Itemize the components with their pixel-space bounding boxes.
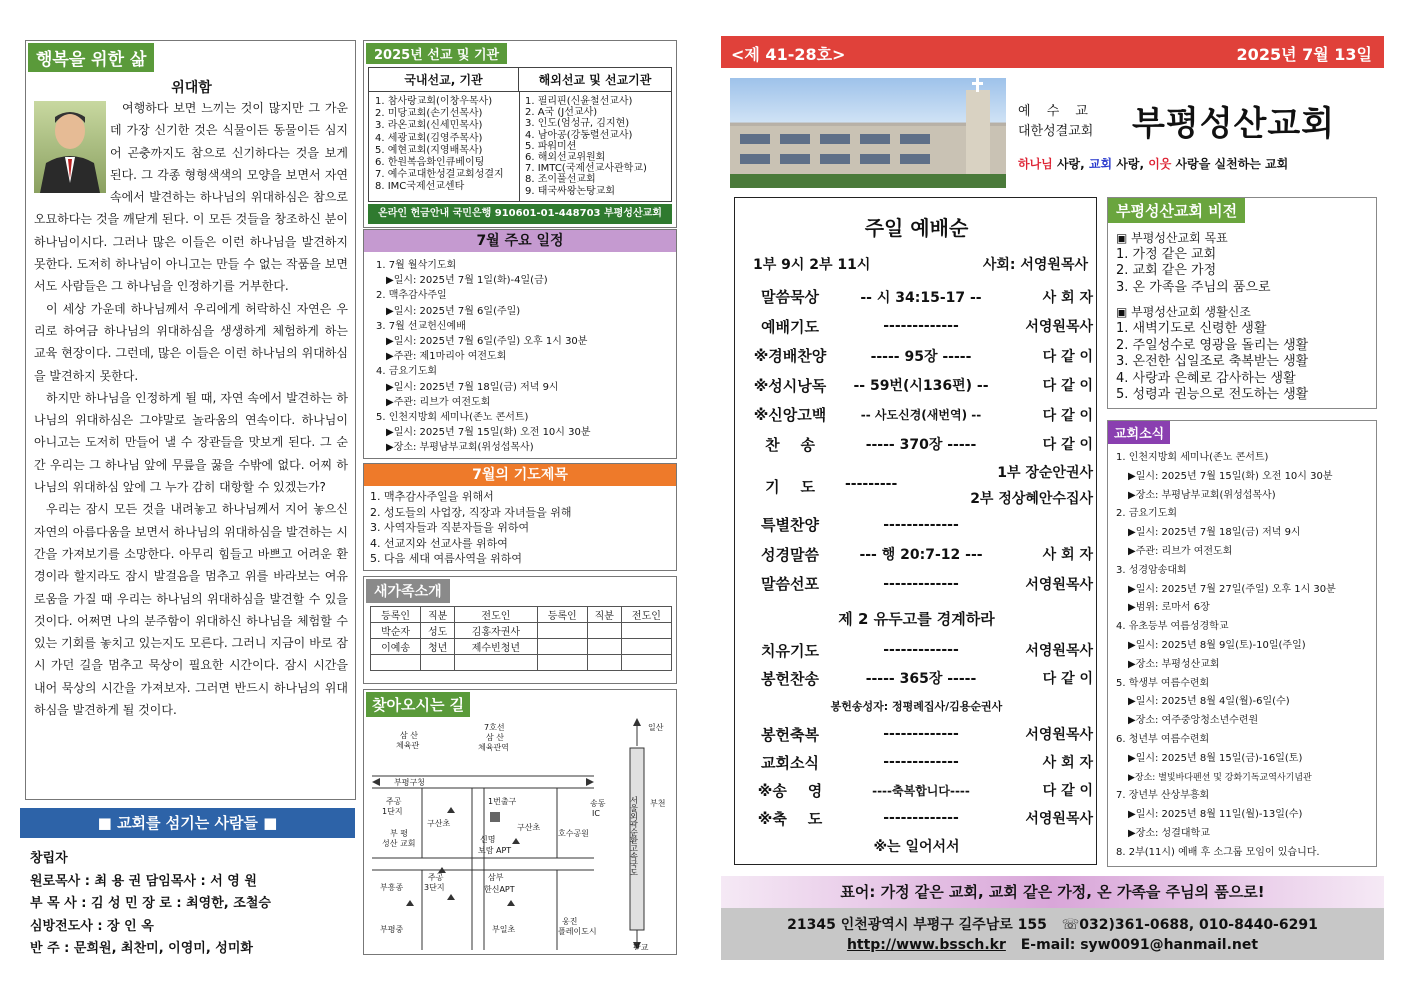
order-row	[749, 636, 1093, 664]
map-label: 부흥종	[380, 883, 404, 892]
life-paragraph: 우리는 잠시 모든 것을 내려놓고 하나님께서 지어 놓으신 자연의 아름다움을 보면서 하나님의 위대하심을 발견하는 시간을 가져보기를 소망한다. 아무리 힘들고 바쁘고 어려운 환경이라 할지라도 잠시 발걸음을 멈추고 위를 바라보는 여유로움을 가질 때 우리는 하나님의 위대하심을 발견할 수 있을 것이다. 어쩌면 나의 분주함이 위대하신 하나님을 체험할 수 있는 기회를 놓치고 있는지도 모른다. 그러니 지금이 바로 잠시 가던 길을 멈추고 묵상이 필요한 시간이다. 잠시 시간을 내어 묵상의 시간을 가져보자. 그러면 반드시 하나님의 위대하심을 발견하게 될 것이다.	[34, 502, 348, 718]
life-paragraph: 이 세상 가운데 하나님께서 우리에게 허락하신 자연은 우리로 하여금 하나님의 위대하심을 생생하게 체험하게 하는 교육 현장이다. 그런데, 많은 이들은 이런 하나님의 위대하심을 발견하지 못한다.	[34, 301, 348, 383]
order-detail: -- 시 34:15-17 --	[860, 289, 982, 306]
order-detail: ----- 95장 -----	[870, 348, 972, 365]
schedule-detail: ▶일시: 2025년 7월 1일(화)-4일(금)	[386, 275, 548, 287]
schedule-item: 5. 인천지방회 세미나(존노 콘서트)	[376, 412, 529, 424]
issue-number: <제 41-28호>	[731, 45, 846, 64]
prayer-leader-2: 2부 정상혜안수집사	[970, 491, 1093, 507]
vision-tag: 부평성산교회 비전	[1108, 198, 1245, 223]
church-phone: ☏032)361-0688, 010-8440-6291	[1061, 917, 1318, 933]
order-leader: 서영원목사	[1025, 727, 1093, 743]
slogan-banner: 표어: 가정 같은 교회, 교회 같은 가정, 온 가족을 주님의 품으로!	[721, 876, 1384, 908]
news-detail: ▶장소: 여주중앙청소년수련원	[1128, 715, 1259, 727]
goal-item: 3. 온 가족을 주님의 품으로	[1116, 279, 1271, 295]
map-label: 체육관	[396, 741, 420, 750]
mission-item: 8. 조이풀선교회	[525, 174, 596, 186]
order-row	[749, 776, 1093, 804]
order-label: 특별찬양	[761, 516, 819, 535]
motto-part: 이웃	[1148, 157, 1172, 171]
church-name: 부평성산교회	[1132, 104, 1336, 144]
map-label: 7호선	[484, 723, 505, 732]
order-row	[749, 510, 1093, 540]
newfamily-cell	[621, 623, 671, 639]
life-paragraph: 여행하다 보면 느끼는 것이 많지만 그 가운데 가장 신기한 것은 식물이든 동물이든 심지어 곤충까지도 참으로 신기하다는 것을 보게 된다. 그 각종 형형색색의 모양을 보면서 자연 속에서 발견하는 하나님의 위대하심은 참으로 오묘하다는 것을 깨닫게 된다. 이 모든 것들을 창조하신 분이 하나님이시다. 그러나 많은 이들은 이런 하나님을 발견하지 못한다. 도저히 하나님이 아니고는 만들 수 없는 작품을 보면서도 사람들은 그 하나님을 인정하기를 거부한다.	[34, 101, 348, 294]
mission-item: 2. A국 (J선교사)	[525, 107, 598, 119]
table-row	[371, 623, 672, 639]
map-label: 부천	[650, 799, 666, 808]
order-label: ※송 영	[757, 781, 823, 800]
servants-banner: ■ 교회를 섬기는 사람들 ■	[20, 808, 355, 838]
order-label: 성경말씀	[761, 545, 819, 564]
motto-part: 사랑,	[1052, 157, 1089, 171]
order-row	[749, 341, 1093, 371]
order-label: ※경배찬양	[753, 347, 827, 366]
map-label: 삼 산	[400, 731, 418, 740]
offering-note: 봉헌송성자: 정평례집사/김용순권사	[830, 700, 1003, 713]
mission-item: 8. IMC국제선교센타	[375, 181, 465, 193]
creed-item: 5. 성령과 권능으로 전도하는 생활	[1116, 387, 1309, 403]
prayer-leader-1: 1부 장순안권사	[997, 465, 1093, 481]
newfamily-cell: 제수빈청년	[455, 639, 537, 655]
domestic-mission-list	[375, 96, 504, 194]
mission-item: 6. 해외선교위원회	[525, 152, 606, 164]
motto-part: 사랑을 실천하는 교회	[1171, 157, 1289, 171]
prayer-list	[370, 489, 572, 567]
map-label: 삼부	[488, 873, 504, 882]
order-row	[749, 804, 1093, 832]
order-detail: -------------	[883, 810, 959, 826]
directions-tag: 찾아오시는 길	[366, 692, 470, 717]
life-body	[34, 97, 348, 721]
news-item: 1. 인천지방회 세미나(존노 콘서트)	[1116, 452, 1269, 463]
schedule-detail: ▶주관: 제1마리아 여전도회	[386, 351, 507, 363]
issue-banner	[721, 36, 1384, 68]
news-item: 2. 금요기도회	[1116, 508, 1178, 520]
schedule-detail: ▶일시: 2025년 7월 15일(화) 오전 10시 30분	[386, 427, 591, 439]
order-leader: 다 같 이	[1042, 783, 1093, 799]
motto-part: 하나님	[1018, 157, 1053, 171]
schedule-detail: ▶일시: 2025년 7월 6일(주일) 오후 1시 30분	[386, 336, 588, 348]
prayer-item: 1. 맥추감사주일을 위해서	[370, 490, 494, 503]
map-label: 부평중	[380, 925, 404, 934]
order-label: 봉헌찬송	[761, 669, 819, 688]
life-title: 위대함	[171, 80, 212, 96]
order-row-prayer	[749, 460, 1093, 514]
goal-heading: ▣ 부평성산교회 목표	[1116, 231, 1228, 245]
order-leader: 서영원목사	[1025, 319, 1093, 336]
news-item: 7. 장년부 산상부흥회	[1116, 790, 1210, 802]
map-label: 신명	[480, 835, 496, 844]
order-leader: 다 같 이	[1042, 437, 1093, 454]
order-detail: -------------	[883, 754, 959, 770]
denomination-2: 대한성결교회	[1018, 124, 1094, 139]
creed-heading: ▣ 부평성산교회 생활신조	[1116, 305, 1251, 320]
mission-item: 2. 미당교회(손기선목사)	[375, 108, 483, 120]
order-list-3	[749, 636, 1093, 692]
news-box	[1107, 420, 1377, 867]
order-label: 찬 송	[765, 435, 815, 454]
schedule-list	[376, 258, 591, 456]
order-detail: -- 사도신경(새번역) --	[860, 408, 982, 423]
church-photo	[730, 78, 1006, 188]
news-detail: ▶일시: 2025년 7월 15일(화) 오전 10시 30분	[1128, 470, 1333, 482]
overseas-mission-list	[525, 96, 647, 197]
schedule-detail: ▶장소: 부평남부교회(위성섭목사)	[386, 442, 534, 454]
order-row	[749, 430, 1093, 460]
mission-item: 4. 세광교회(김영주목사)	[375, 132, 483, 144]
order-list-4	[749, 720, 1093, 832]
goal-item: 2. 교회 같은 가정	[1116, 263, 1217, 279]
newfamily-cell	[587, 639, 621, 655]
order-detail: ----- 370장 -----	[865, 437, 977, 454]
servant-row: 원로목사 : 최 용 권 담임목사 : 서 영 원	[30, 873, 257, 889]
life-column	[25, 40, 356, 800]
map-label: 서울외곽순환고속국도	[629, 796, 639, 876]
news-detail: ▶장소: 부평성산교회	[1128, 658, 1220, 670]
newfamily-header: 직분	[421, 607, 455, 623]
news-detail: ▶주관: 리브가 여전도회	[1128, 545, 1233, 557]
map-label: 한신APT	[484, 885, 515, 894]
map-label: 구산초	[427, 819, 451, 828]
goal-item: 1. 가정 같은 교회	[1116, 246, 1217, 262]
map-label: 송동	[590, 799, 606, 808]
order-leader: 사 회 자	[1042, 755, 1093, 771]
map-label: IC	[592, 809, 600, 818]
table-row	[371, 639, 672, 655]
prayer-item: 2. 성도들의 사업장, 직장과 자녀들을 위해	[370, 505, 572, 519]
worship-box	[734, 197, 1097, 865]
map-label: 체육관역	[478, 743, 509, 752]
order-list-2	[749, 510, 1093, 599]
newfamily-header: 전도인	[621, 607, 671, 623]
mission-tag: 2025년 선교 및 기관	[366, 43, 507, 64]
news-detail: ▶일시: 2025년 7월 27일(주일) 오후 1시 30분	[1128, 583, 1336, 595]
news-detail: ▶장소: 별빛바다펜션 및 강화기독교역사기념관	[1128, 772, 1312, 783]
sermon-title: 제 2 유두고를 경계하라	[838, 610, 995, 628]
creed-item: 4. 사랑과 은혜로 감사하는 생활	[1116, 370, 1296, 386]
schedule-item: 3. 7월 선교헌신예배	[376, 320, 466, 332]
website-link[interactable]: http://www.bssch.kr	[846, 937, 1006, 953]
order-label: 치유기도	[761, 641, 819, 660]
order-row	[749, 540, 1093, 570]
newfamily-header: 전도인	[455, 607, 537, 623]
offering-account: 온라인 헌금안내 국민은행 910601-01-448703 부평성산교회	[368, 204, 672, 224]
life-tag: 행복을 위한 삶	[28, 43, 154, 72]
prayer-box	[363, 463, 677, 571]
map-label: 호수공원	[558, 829, 589, 838]
map-label: 웅진	[562, 917, 578, 926]
newfamily-cell	[537, 639, 587, 655]
schedule-detail: ▶일시: 2025년 7월 18일(금) 저녁 9시	[386, 381, 559, 393]
map-label: 부 평	[390, 829, 408, 838]
newfamily-header: 등록인	[537, 607, 587, 623]
news-detail: ▶일시: 2025년 8월 9일(토)-10일(주일)	[1128, 639, 1306, 651]
mission-item: 9. 태국싸왕논탕교회	[525, 185, 615, 197]
news-item: 8. 2부(11시) 예배 후 소그룹 모임이 있습니다.	[1116, 846, 1320, 858]
schedule-box	[363, 229, 677, 459]
email-link[interactable]: syw0091@hanmail.net	[1080, 937, 1259, 953]
map-label: 구산초	[517, 823, 541, 832]
schedule-item: 2. 맥추감사주일	[376, 290, 447, 302]
order-row	[749, 569, 1093, 599]
mission-item: 4. 남아공(강동렬선교사)	[525, 129, 633, 141]
news-detail: ▶일시: 2025년 7월 18일(금) 저녁 9시	[1128, 527, 1301, 539]
order-row	[749, 400, 1093, 430]
map-label: 일산	[648, 723, 664, 732]
newfamily-header: 등록인	[371, 607, 421, 623]
news-item: 6. 청년부 여름수련회	[1116, 733, 1210, 745]
news-item: 5. 학생부 여름수련회	[1116, 677, 1210, 689]
map-label: 판교	[633, 943, 649, 950]
newfamily-cell: 김홍자권사	[455, 623, 537, 639]
order-label: 봉헌축복	[761, 725, 819, 744]
founder-label: 창립자	[30, 851, 68, 866]
mission-item: 7. 예수교대한성결교회성결지	[375, 169, 504, 181]
newfamily-tag: 새가족소개	[366, 579, 450, 603]
newfamily-cell	[587, 623, 621, 639]
email-label: E-mail:	[1020, 937, 1076, 953]
map-label: 플레이도시	[558, 927, 597, 936]
location-map	[372, 718, 672, 950]
news-item: 3. 성경암송대회	[1116, 564, 1187, 576]
newfamily-cell	[537, 623, 587, 639]
standing-note: ※는 일어서서	[873, 839, 960, 855]
vision-content	[1116, 230, 1308, 404]
order-detail: -------------	[883, 318, 959, 335]
order-row	[749, 312, 1093, 342]
map-label: 주공	[428, 873, 444, 882]
order-detail: -------------	[883, 516, 959, 533]
creed-item: 3. 온전한 십일조로 축복받는 생활	[1116, 354, 1309, 370]
news-detail: ▶일시: 2025년 8월 11일(월)-13일(수)	[1128, 809, 1303, 821]
news-item: 4. 유초등부 여름성경학교	[1116, 621, 1229, 633]
schedule-detail: ▶주관: 리브가 여전도회	[386, 396, 491, 408]
news-detail: ▶장소: 부평남부교회(위성섭목사)	[1128, 489, 1276, 501]
order-leader: 서영원목사	[1025, 643, 1093, 659]
order-label: 기 도	[765, 478, 815, 496]
newfamily-header: 직분	[587, 607, 621, 623]
mission-table	[368, 67, 672, 202]
order-leader: 다 같 이	[1042, 348, 1093, 365]
news-list	[1116, 449, 1336, 863]
order-label: ※축 도	[757, 809, 823, 828]
order-row	[749, 664, 1093, 692]
servant-row: 심방전도사 : 장 인 옥	[30, 918, 154, 934]
order-detail: -------------	[883, 575, 959, 592]
map-label: 삼 산	[486, 733, 504, 742]
news-detail: ▶장소: 성결대학교	[1128, 827, 1210, 839]
order-row	[749, 282, 1093, 312]
newfamily-cell	[621, 639, 671, 655]
map-label: 1단지	[382, 807, 403, 816]
mission-item: 5. 파워미션	[525, 140, 577, 152]
order-label: ※신앙고백	[753, 406, 827, 425]
mission-item: 7. IMTC(국제선교사관학교)	[525, 163, 647, 175]
map-label: 3단지	[424, 883, 445, 892]
schedule-detail: ▶일시: 2025년 7월 6일(주일)	[386, 305, 521, 317]
order-row	[749, 720, 1093, 748]
directions-box	[363, 689, 677, 955]
order-label: 예배기도	[761, 317, 819, 336]
mission-item: 1. 참사랑교회(이창우목사)	[375, 96, 493, 107]
order-label: 말씀선포	[761, 575, 819, 594]
contact-footer	[721, 908, 1384, 960]
issue-date: 2025년 7월 13일	[1236, 45, 1372, 64]
worship-host: 사회: 서영원목사	[982, 257, 1088, 273]
map-label: 부일초	[492, 925, 516, 934]
order-row	[749, 748, 1093, 776]
news-tag: 교회소식	[1108, 421, 1170, 444]
church-motto	[1018, 155, 1288, 172]
order-detail: --- 행 20:7-12 ---	[859, 547, 983, 564]
newfamily-cell: 이예송	[371, 639, 421, 655]
church-address: 21345 인천광역시 부평구 길주남로 155	[787, 917, 1047, 933]
schedule-item: 4. 금요기도회	[376, 366, 438, 378]
newfamily-cell: 성도	[421, 623, 455, 639]
worship-title: 주일 예배순	[864, 216, 969, 240]
news-detail: ▶일시: 2025년 8월 15일(금)-16일(토)	[1128, 752, 1303, 764]
prayer-item: 3. 사역자들과 직분자들을 위하여	[370, 521, 530, 535]
order-row	[749, 371, 1093, 401]
mission-col1-head: 국내선교, 기관	[369, 68, 519, 92]
order-leader: 다 같 이	[1042, 671, 1093, 687]
order-leader: 사 회 자	[1042, 547, 1093, 564]
map-label: 부평구청	[394, 778, 425, 787]
creed-item: 1. 새벽기도로 신령한 생활	[1116, 320, 1267, 336]
map-label: 성산 교회	[382, 839, 416, 848]
newfamily-cell: 청년	[421, 639, 455, 655]
mission-item: 5. 예현교회(지영배목사)	[375, 144, 483, 156]
order-detail: ----축복합니다----	[872, 783, 970, 798]
prayer-item: 5. 다음 세대 여름사역을 위하여	[370, 552, 522, 566]
worship-times: 1부 9시 2부 11시	[753, 257, 871, 273]
newfamily-cell: 박순자	[371, 623, 421, 639]
order-detail: -- 59번(시136편) --	[853, 378, 989, 395]
order-leader: 사 회 자	[1042, 289, 1093, 306]
motto-part: 교회	[1088, 157, 1113, 171]
order-leader: 서영원목사	[1025, 576, 1093, 593]
order-detail: ----- 365장 -----	[865, 671, 977, 687]
newfamily-table	[370, 606, 672, 671]
map-label: 보람 APT	[478, 846, 512, 855]
servants-list	[30, 848, 360, 961]
vision-box	[1107, 197, 1377, 409]
newfamily-box	[363, 576, 677, 684]
order-leader: 서영원목사	[1025, 811, 1093, 827]
servant-row: 반 주 : 문희원, 최찬미, 이영미, 성미화	[30, 941, 253, 956]
motto-part: 사랑,	[1112, 157, 1149, 171]
order-detail: ---------	[845, 476, 898, 492]
order-detail: -------------	[883, 642, 959, 658]
creed-item: 2. 주일성수로 영광을 돌리는 생활	[1116, 337, 1309, 353]
mission-item: 1. 필리핀(신윤철선교사)	[525, 96, 633, 107]
schedule-tag: 7월 주요 일정	[364, 230, 676, 252]
order-label: ※성시낭독	[753, 376, 827, 395]
mission-item: 3. 라온교회(신세민목사)	[375, 120, 483, 132]
prayer-item: 4. 선교지와 선교사를 위하여	[370, 536, 508, 550]
order-detail: -------------	[883, 726, 959, 742]
life-paragraph: 하지만 하나님을 인정하게 될 때, 자연 속에서 발견하는 하나님의 위대하심은 그야말로 놀라움의 연속이다. 하나님이 아니고는 도저히 만들어 낼 수 장관들을 맛보게 된다. 그 순간 우리는 그 하나님 앞에 무릎을 꿇을 수밖에 없다. 어찌 하나님의 위대하심 앞에 그 누가 감히 대항할 수 있겠는가?	[34, 390, 348, 495]
order-leader: 다 같 이	[1042, 378, 1093, 395]
news-detail: ▶범위: 로마서 6장	[1128, 602, 1210, 614]
news-detail: ▶일시: 2025년 8월 4일(월)-6일(수)	[1128, 696, 1290, 708]
schedule-item: 1. 7월 월삭기도회	[376, 260, 457, 271]
mission-col2-head: 해외선교 및 선교기관	[519, 68, 671, 92]
mission-item: 6. 한원복음화인큐베이팅	[375, 157, 485, 169]
prayer-tag: 7월의 기도제목	[364, 464, 676, 486]
map-label: 1번출구	[488, 797, 517, 806]
order-leader: 다 같 이	[1042, 407, 1093, 424]
map-label: 주공	[386, 797, 402, 806]
denomination-1: 예 수 교	[1018, 104, 1094, 119]
order-label: 말씀묵상	[761, 288, 819, 307]
mission-box	[363, 40, 677, 228]
servant-row: 부 목 사 : 김 성 민 장 로 : 최영한, 조철승	[30, 896, 271, 911]
mission-item: 3. 인도(엄성규, 김지현)	[525, 118, 630, 130]
order-label: 교회소식	[761, 753, 819, 772]
order-list-1	[749, 282, 1093, 459]
